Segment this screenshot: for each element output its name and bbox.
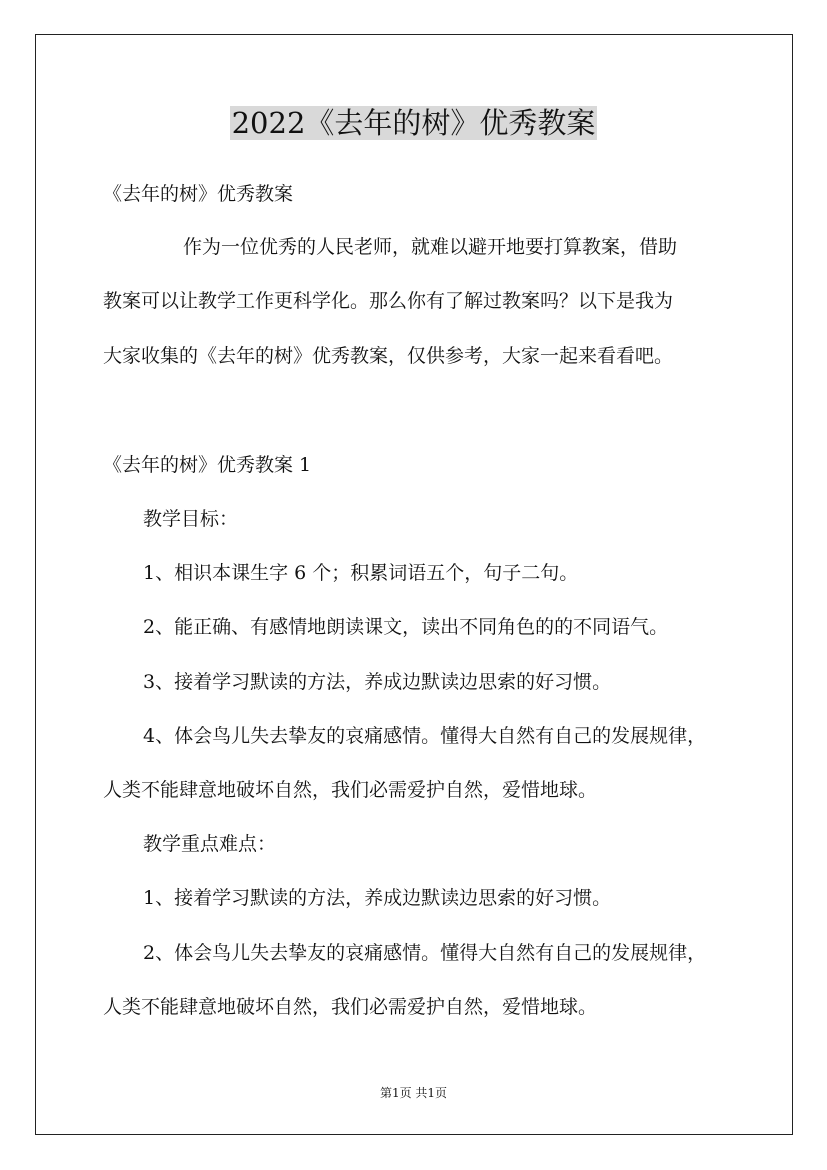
document-title (0, 103, 827, 143)
key-point-item-2-line-2: 人类不能肆意地破坏自然，我们必需爱护自然，爱惜地球。 (103, 996, 598, 1018)
section-heading: 《去年的树》优秀教案 1 (103, 454, 312, 476)
goals-label: 教学目标： (143, 508, 239, 530)
goal-item-4-line-2: 人类不能肆意地破坏自然，我们必需爱护自然，爱惜地球。 (103, 779, 598, 801)
page-indicator: 第1页 共1页 (379, 1086, 448, 1100)
intro-paragraph-line-2: 教案可以让教学工作更科学化。那么你有了解过教案吗？以下是我为 (103, 290, 674, 312)
intro-paragraph-line-1: 作为一位优秀的人民老师，就难以避开地要打算教案，借助 (183, 236, 678, 258)
goal-item-1: 1、相识本课生字 6 个；积累词语五个，句子二句。 (143, 562, 579, 584)
key-points-label: 教学重点难点： (143, 833, 277, 855)
goal-item-3: 3、接着学习默读的方法，养成边默读边思索的好习惯。 (143, 671, 612, 693)
key-point-item-1: 1、接着学习默读的方法，养成边默读边思索的好习惯。 (143, 887, 612, 909)
key-point-item-2-line-1: 2、体会鸟儿失去挚友的哀痛感情。懂得大自然有自己的发展规律， (143, 942, 707, 964)
goal-item-4-line-1: 4、体会鸟儿失去挚友的哀痛感情。懂得大自然有自己的发展规律， (143, 725, 707, 747)
document-subtitle: 《去年的树》优秀教案 (103, 183, 294, 205)
goal-item-2: 2、能正确、有感情地朗读课文，读出不同角色的的不同语气。 (143, 616, 669, 638)
intro-paragraph-line-3: 大家收集的《去年的树》优秀教案，仅供参考，大家一起来看看吧。 (103, 345, 674, 367)
document-title-text: 2022《去年的树》优秀教案 (231, 106, 596, 140)
